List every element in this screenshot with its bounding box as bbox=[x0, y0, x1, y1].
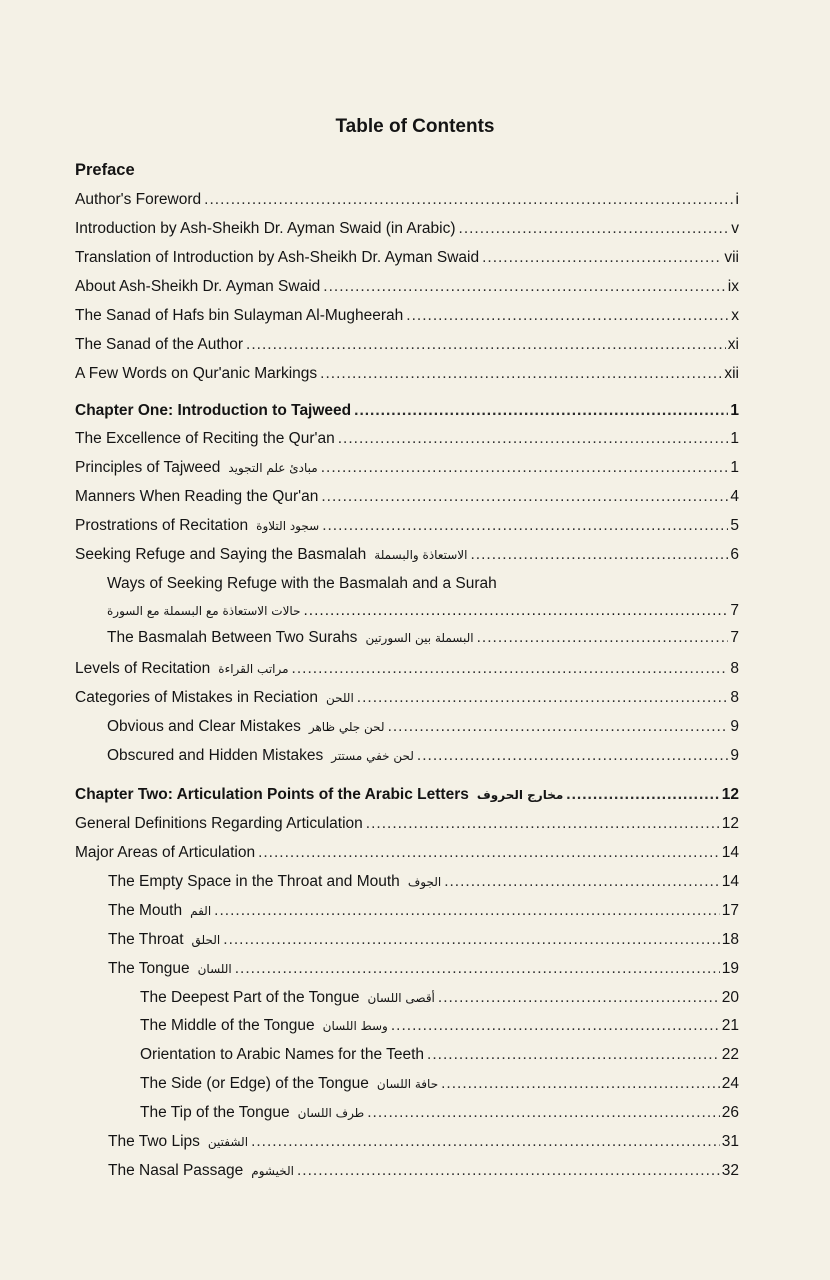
leader-dots bbox=[246, 333, 726, 357]
toc-entry[interactable] bbox=[75, 427, 739, 451]
entry-page: xii bbox=[724, 365, 739, 382]
toc-entry[interactable] bbox=[75, 543, 739, 567]
entry-page: 1 bbox=[730, 430, 739, 447]
leader-dots bbox=[251, 1130, 720, 1154]
entry-page: 18 bbox=[721, 931, 739, 948]
toc-entry[interactable] bbox=[108, 1159, 739, 1183]
entry-label: Seeking Refuge and Saying the Basmalah bbox=[75, 546, 367, 563]
toc-entry[interactable] bbox=[108, 957, 739, 981]
entry-label: A Few Words on Qur'anic Markings bbox=[75, 365, 318, 382]
entry-label: The Basmalah Between Two Surahs bbox=[107, 629, 358, 646]
leader-dots bbox=[292, 657, 729, 681]
arabic-term: البسملة بين السورتين bbox=[365, 631, 474, 645]
arabic-term: مبادئ علم التجويد bbox=[228, 461, 318, 475]
entry-label: The Side (or Edge) of the Tongue bbox=[140, 1075, 369, 1092]
toc-entry[interactable] bbox=[108, 1130, 739, 1154]
leader-dots bbox=[303, 599, 728, 623]
arabic-term: الاستعاذة والبسملة bbox=[374, 548, 468, 562]
chapter-page: 1 bbox=[730, 402, 739, 419]
entry-label: Translation of Introduction by Ash-Sheikh Dr. Ayman Swaid bbox=[75, 249, 480, 266]
entry-page: 32 bbox=[721, 1162, 739, 1179]
leader-dots bbox=[427, 1043, 720, 1067]
leader-dots bbox=[223, 928, 719, 952]
entry-page: 4 bbox=[730, 488, 739, 505]
entry-page: 14 bbox=[721, 844, 739, 861]
entry-label: The Mouth bbox=[108, 902, 183, 919]
arabic-term: لحن جلي ظاهر bbox=[308, 720, 385, 734]
arabic-term: الحلق bbox=[191, 933, 221, 947]
entry-page: 12 bbox=[721, 815, 739, 832]
toc-entry[interactable] bbox=[108, 928, 739, 952]
toc-entry[interactable] bbox=[107, 626, 739, 650]
entry-page: 31 bbox=[721, 1133, 739, 1150]
entry-label: Introduction by Ash-Sheikh Dr. Ayman Swaid (in Arabic) bbox=[75, 220, 456, 237]
entry-page: 22 bbox=[721, 1046, 739, 1063]
leader-dots bbox=[470, 543, 728, 567]
entry-page: vii bbox=[724, 249, 739, 266]
toc-entry[interactable] bbox=[140, 1043, 739, 1067]
entry-label: Categories of Mistakes in Reciation bbox=[75, 689, 318, 706]
entry-label: The Sanad of the Author bbox=[75, 336, 244, 353]
chapter-heading[interactable] bbox=[75, 783, 739, 807]
entry-label[interactable]: Ways of Seeking Refuge with the Basmalah and a Surah bbox=[107, 575, 497, 592]
entry-label: Prostrations of Recitation bbox=[75, 517, 249, 534]
toc-entry[interactable] bbox=[75, 304, 739, 328]
entry-label: The Tongue bbox=[108, 960, 190, 977]
entry-page: i bbox=[735, 191, 739, 208]
entry-label: The Empty Space in the Throat and Mouth bbox=[108, 873, 400, 890]
leader-dots bbox=[297, 1159, 720, 1183]
leader-dots bbox=[354, 399, 728, 423]
arabic-term: حافة اللسان bbox=[376, 1077, 439, 1091]
leader-dots bbox=[444, 870, 720, 894]
entry-page: 26 bbox=[721, 1104, 739, 1121]
entry-label: The Deepest Part of the Tongue bbox=[140, 989, 360, 1006]
entry-label: The Tip of the Tongue bbox=[140, 1104, 290, 1121]
preface-heading: Preface bbox=[75, 161, 135, 179]
arabic-term: اللحن bbox=[325, 691, 354, 705]
arabic-term: اللسان bbox=[197, 962, 232, 976]
leader-dots bbox=[321, 485, 728, 509]
toc-entry[interactable] bbox=[140, 986, 739, 1010]
toc-entry[interactable] bbox=[107, 715, 739, 739]
toc-entry[interactable] bbox=[75, 812, 739, 836]
toc-entry[interactable] bbox=[75, 275, 739, 299]
toc-entry[interactable] bbox=[140, 1072, 739, 1096]
leader-dots bbox=[566, 783, 719, 807]
arabic-term: الخيشوم bbox=[251, 1164, 294, 1178]
leader-dots bbox=[322, 514, 728, 538]
entry-page: 9 bbox=[730, 747, 739, 764]
leader-dots bbox=[338, 427, 729, 451]
arabic-term: أقصى اللسان bbox=[367, 991, 435, 1005]
entry-page: xi bbox=[727, 336, 739, 353]
leader-dots bbox=[459, 217, 730, 241]
toc-entry[interactable] bbox=[75, 514, 739, 538]
entry-label: The Sanad of Hafs bin Sulayman Al-Mugheerah bbox=[75, 307, 404, 324]
toc-entry[interactable] bbox=[75, 686, 739, 710]
entry-page: 24 bbox=[721, 1075, 739, 1092]
arabic-term: مراتب القراءة bbox=[218, 662, 289, 676]
leader-dots bbox=[357, 686, 729, 710]
entry-page: 8 bbox=[730, 660, 739, 677]
entry-label: Manners When Reading the Qur'an bbox=[75, 488, 319, 505]
leader-dots bbox=[235, 957, 720, 981]
entry-label: Obscured and Hidden Mistakes bbox=[107, 747, 324, 764]
leader-dots bbox=[417, 744, 728, 768]
toc-entry[interactable] bbox=[75, 485, 739, 509]
leader-dots bbox=[406, 304, 729, 328]
arabic-term: وسط اللسان bbox=[322, 1019, 388, 1033]
toc-entry[interactable] bbox=[75, 657, 739, 681]
leader-dots bbox=[366, 812, 720, 836]
toc-entry[interactable] bbox=[107, 744, 739, 768]
toc-entry[interactable] bbox=[75, 333, 739, 357]
arabic-term: حالات الاستعاذة مع البسملة مع السورة bbox=[107, 604, 301, 618]
leader-dots bbox=[482, 246, 722, 270]
entry-label: Orientation to Arabic Names for the Teeth bbox=[140, 1046, 425, 1063]
entry-page: 5 bbox=[730, 517, 739, 534]
leader-dots bbox=[391, 1014, 720, 1038]
toc-entry[interactable] bbox=[75, 841, 739, 865]
arabic-term: لحن خفي مستتر bbox=[331, 749, 414, 763]
leader-dots bbox=[258, 841, 720, 865]
page-title: Table of Contents bbox=[335, 116, 495, 137]
toc-entry[interactable] bbox=[140, 1014, 739, 1038]
arabic-term: سجود التلاوة bbox=[256, 519, 320, 533]
leader-dots bbox=[320, 362, 722, 386]
leader-dots bbox=[388, 715, 729, 739]
entry-page: 21 bbox=[721, 1017, 739, 1034]
entry-page: 7 bbox=[730, 602, 739, 619]
entry-label: The Two Lips bbox=[108, 1133, 200, 1150]
toc-entry-continuation[interactable] bbox=[107, 599, 739, 623]
toc-entry[interactable] bbox=[75, 217, 739, 241]
entry-page: 17 bbox=[721, 902, 739, 919]
toc-entry[interactable] bbox=[75, 188, 739, 212]
arabic-term: الفم bbox=[190, 904, 212, 918]
leader-dots bbox=[367, 1101, 720, 1125]
entry-label: Levels of Recitation bbox=[75, 660, 211, 677]
leader-dots bbox=[204, 188, 733, 212]
leader-dots bbox=[441, 1072, 720, 1096]
arabic-term: الجوف bbox=[407, 875, 442, 889]
leader-dots bbox=[214, 899, 720, 923]
arabic-term: الشفتين bbox=[207, 1135, 249, 1149]
leader-dots bbox=[321, 456, 729, 480]
entry-label: The Excellence of Reciting the Qur'an bbox=[75, 430, 335, 447]
chapter-page: 12 bbox=[721, 786, 739, 803]
entry-page: 6 bbox=[730, 546, 739, 563]
leader-dots bbox=[477, 626, 729, 650]
entry-page: 8 bbox=[730, 689, 739, 706]
entry-page: 9 bbox=[730, 718, 739, 735]
entry-label: Principles of Tajweed bbox=[75, 459, 221, 476]
entry-label: The Nasal Passage bbox=[108, 1162, 244, 1179]
entry-page: 7 bbox=[730, 629, 739, 646]
entry-label: About Ash-Sheikh Dr. Ayman Swaid bbox=[75, 278, 321, 295]
entry-label: Author's Foreword bbox=[75, 191, 202, 208]
entry-page: x bbox=[731, 307, 739, 324]
entry-page: 20 bbox=[721, 989, 739, 1006]
entry-page: 14 bbox=[721, 873, 739, 890]
arabic-term: مخارج الحروف bbox=[476, 788, 564, 802]
leader-dots bbox=[438, 986, 720, 1010]
entry-label: The Middle of the Tongue bbox=[140, 1017, 315, 1034]
entry-label: The Throat bbox=[108, 931, 184, 948]
toc-entry[interactable] bbox=[140, 1101, 739, 1125]
toc-entry[interactable] bbox=[75, 456, 739, 480]
chapter-label: Chapter Two: Articulation Points of the Arabic Letters bbox=[75, 786, 469, 803]
chapter-heading[interactable] bbox=[75, 399, 739, 423]
entry-page: 19 bbox=[721, 960, 739, 977]
entry-label: Obvious and Clear Mistakes bbox=[107, 718, 301, 735]
entry-page: 1 bbox=[730, 459, 739, 476]
entry-page: v bbox=[731, 220, 739, 237]
toc-entry[interactable] bbox=[108, 870, 739, 894]
entry-page: ix bbox=[727, 278, 739, 295]
toc-entry[interactable] bbox=[75, 246, 739, 270]
entry-label: Major Areas of Articulation bbox=[75, 844, 256, 861]
leader-dots bbox=[323, 275, 726, 299]
chapter-label: Chapter One: Introduction to Tajweed bbox=[75, 402, 352, 419]
toc-entry[interactable] bbox=[108, 899, 739, 923]
arabic-term: طرف اللسان bbox=[297, 1106, 365, 1120]
entry-label: General Definitions Regarding Articulation bbox=[75, 815, 363, 832]
toc-entry[interactable] bbox=[75, 362, 739, 386]
